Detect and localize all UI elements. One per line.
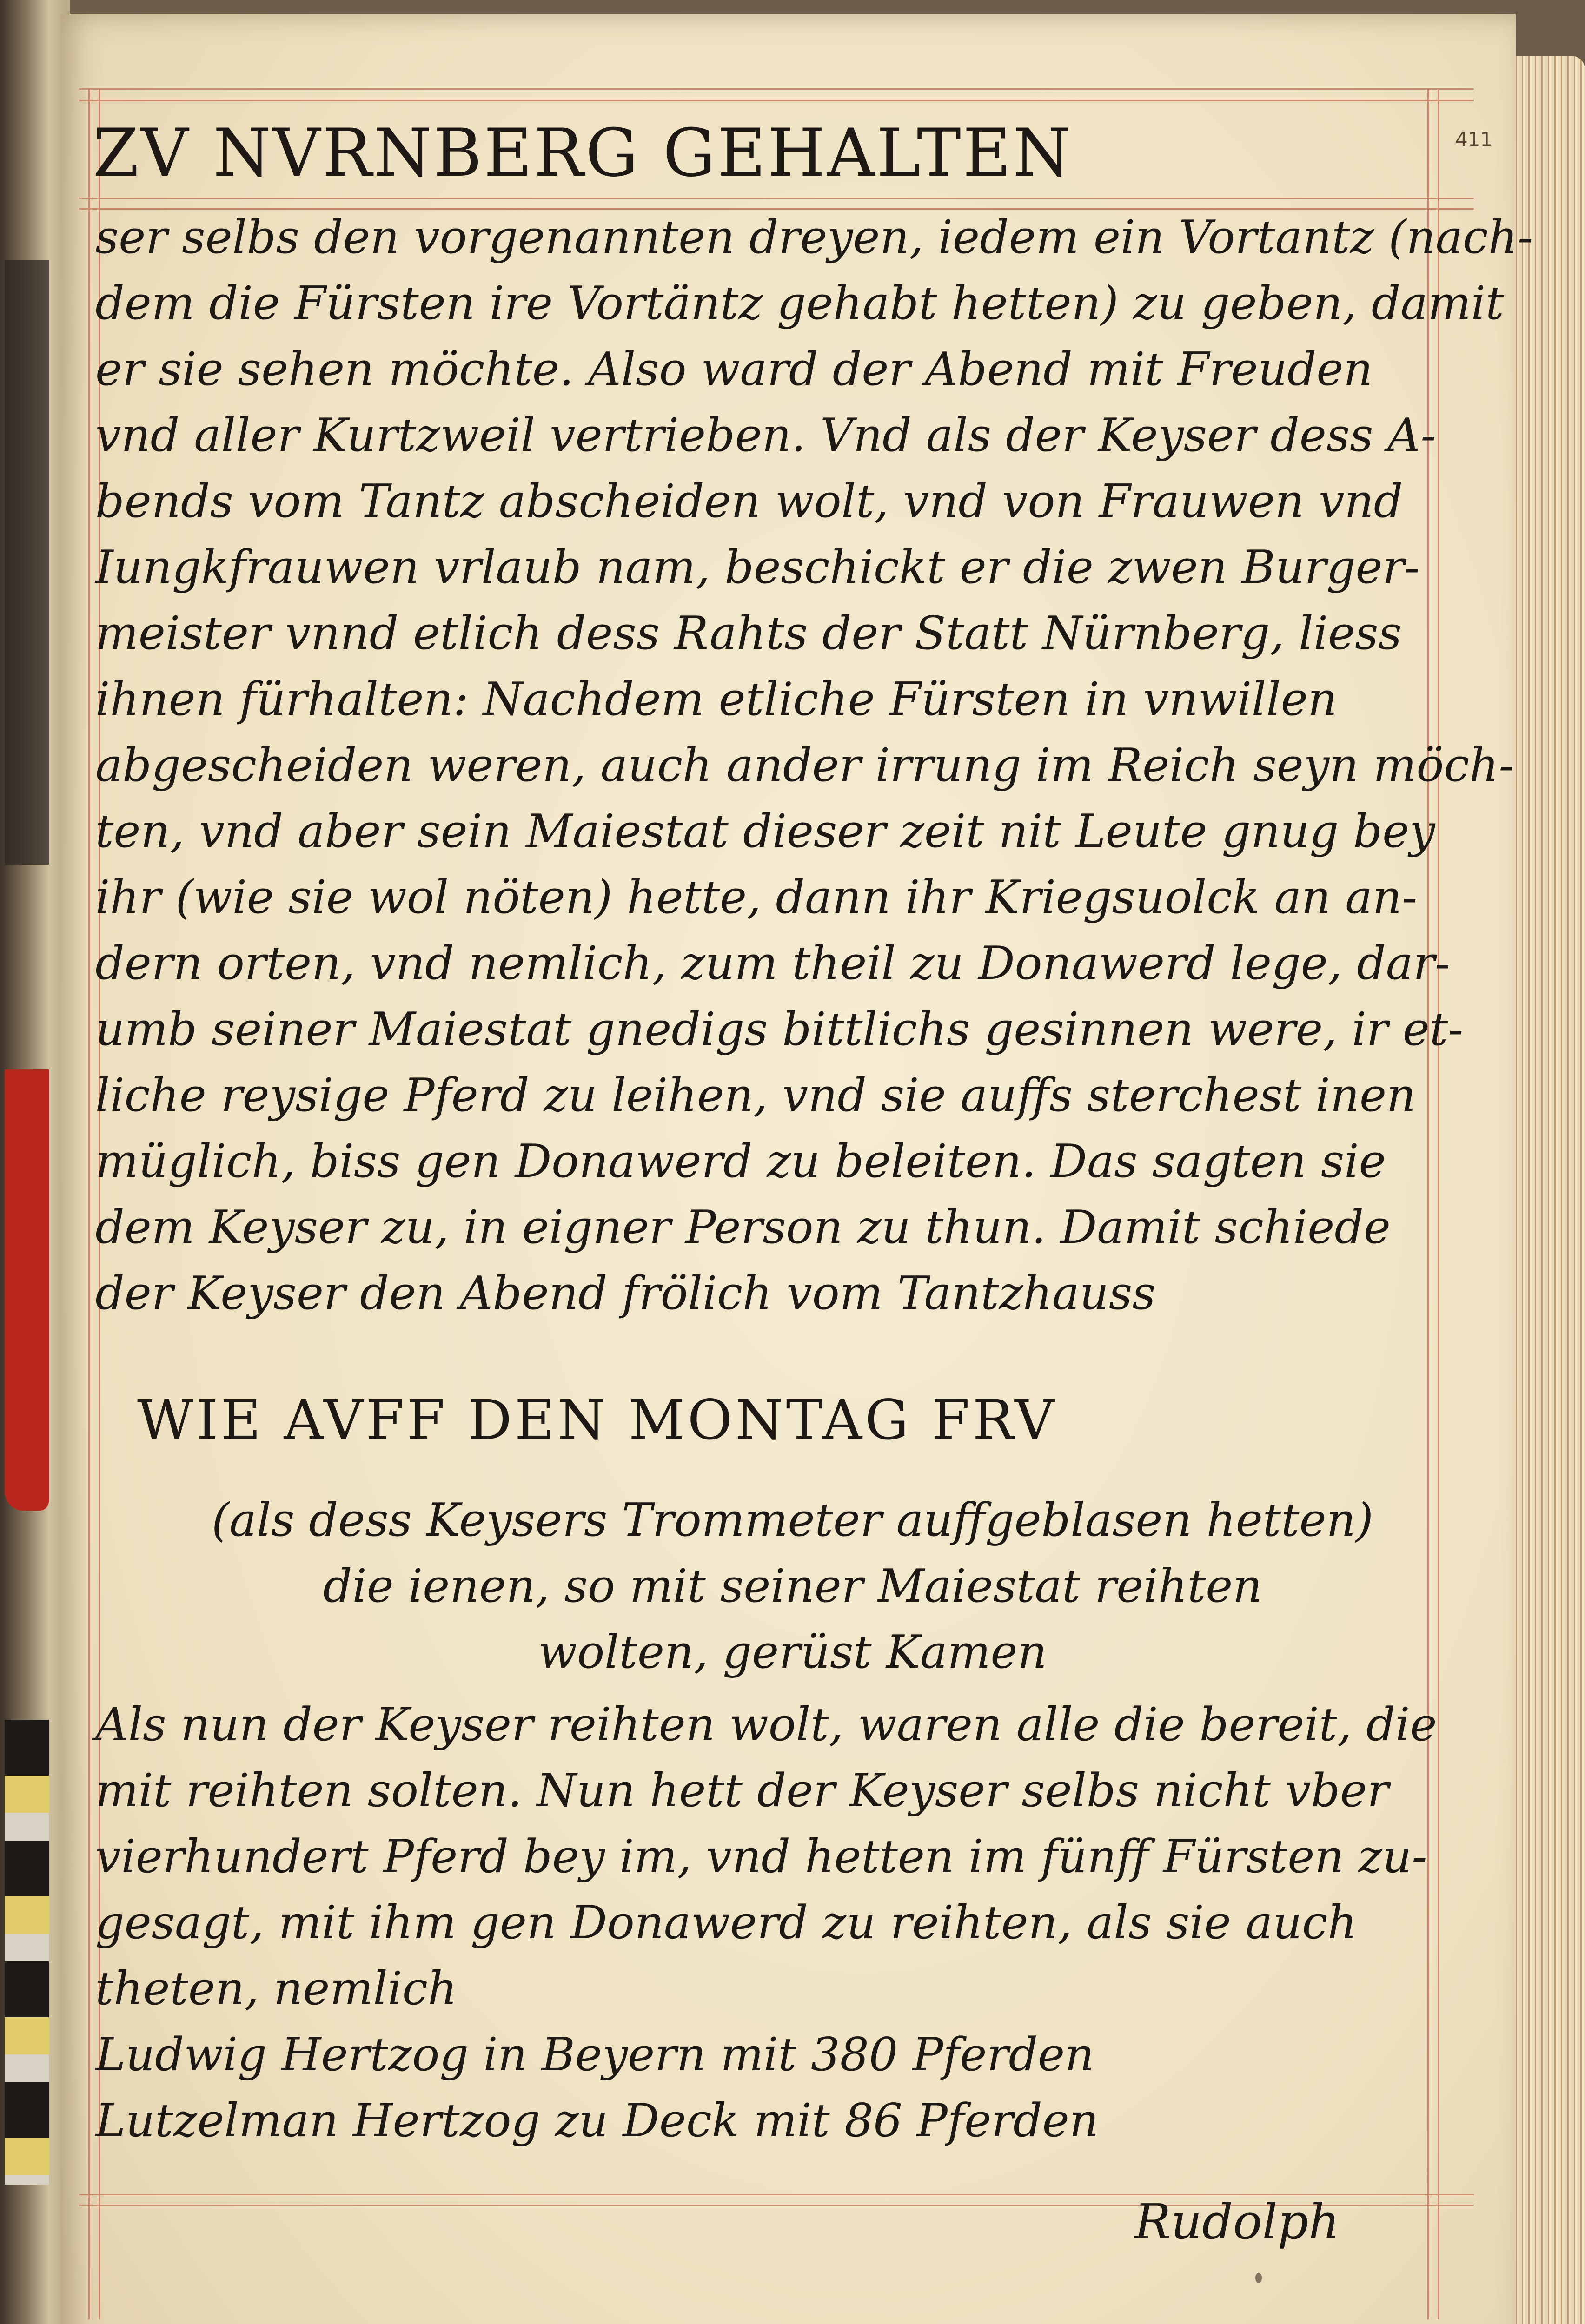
body-line: ihnen fürhalten: Nachdem etliche Fürsten in vnwillen — [95, 673, 1337, 726]
body-line: meister vnnd etlich dess Rahts der Statt Nürnberg, liess — [95, 607, 1402, 660]
body-line: theten, nemlich — [95, 1962, 458, 2015]
folio-number: 411 — [1455, 128, 1493, 151]
body-line: er sie sehen möchte. Also ward der Abend mit Freuden — [95, 343, 1373, 396]
facing-page-illustration — [5, 260, 49, 865]
body-line: dem Keyser zu, in eigner Person zu thun. Damit schiede — [95, 1201, 1391, 1254]
running-title: ZV NVRNBERG GEHALTEN — [93, 115, 1073, 191]
body-line: ihr (wie sie wol nöten) hette, dann ihr Kriegsuolck an an- — [95, 871, 1418, 924]
body-line: dern orten, vnd nemlich, zum theil zu Donawerd lege, dar- — [95, 937, 1451, 990]
body-line: ser selbs den vorgenannten dreyen, iedem ein Vortantz (nach- — [95, 211, 1533, 264]
body-line: mit reihten solten. Nun hett der Keyser selbs nicht vber — [95, 1764, 1389, 1817]
list-entry: Lutzelman Hertzog zu Deck mit 86 Pferden — [95, 2094, 1099, 2147]
section-heading: WIE AVFF DEN MONTAG FRV — [137, 1388, 1057, 1452]
frame-rule-left — [88, 88, 90, 2319]
facing-page-striped-coat-of-arms — [5, 1720, 49, 2185]
body-line: liche reysige Pferd zu leihen, vnd sie auffs sterchest inen — [95, 1069, 1416, 1122]
body-line: vnd aller Kurtzweil vertrieben. Vnd als der Keyser dess A- — [95, 409, 1436, 462]
body-line: ten, vnd aber sein Maiestat dieser zeit nit Leute gnug bey — [95, 805, 1435, 858]
body-line: dem die Fürsten ire Vortäntz gehabt hetten) zu geben, damit — [95, 277, 1504, 330]
body-text-second — [95, 1692, 1437, 2154]
body-line: gesagt, mit ihm gen Donawerd zu reihten, als sie auch — [95, 1896, 1357, 1949]
body-line: Iungkfrauwen vrlaub nam, beschickt er die zwen Burger- — [95, 541, 1420, 594]
catchword: Rudolph — [1134, 2193, 1340, 2250]
frame-rule-top-inner — [79, 100, 1474, 101]
body-line: der Keyser den Abend frölich vom Tantzhauss — [95, 1267, 1156, 1320]
body-line: bends vom Tantz abscheiden wolt, vnd von Frauwen vnd — [95, 475, 1403, 528]
body-line: abgescheiden weren, auch ander irrung im Reich seyn möch- — [95, 739, 1514, 792]
body-line: Als nun der Keyser reihten wolt, waren alle die bereit, die — [95, 1698, 1437, 1751]
ink-spot — [1255, 2273, 1262, 2283]
body-line: umb seiner Maiestat gnedigs bittlichs gesinnen were, ir et- — [95, 1003, 1464, 1056]
heading-subtitle-line: (als dess Keysers Trommeter auffgeblasen hetten) — [212, 1494, 1373, 1547]
facing-page-red-coat-of-arms — [5, 1069, 49, 1511]
frame-rule-top — [79, 88, 1474, 90]
body-line: müglich, biss gen Donawerd zu beleiten. Das sagten sie — [95, 1135, 1386, 1188]
body-text — [95, 205, 1533, 1327]
list-entry: Ludwig Hertzog in Beyern mit 380 Pferden — [95, 2028, 1094, 2081]
heading-subtitle-line: die ienen, so mit seiner Maiestat reihten — [323, 1560, 1262, 1613]
book-binding — [0, 0, 70, 2324]
heading-subtitle-line: wolten, gerüst Kamen — [538, 1626, 1047, 1679]
body-line: vierhundert Pferd bey im, vnd hetten im fünff Fürsten zu- — [95, 1830, 1427, 1883]
